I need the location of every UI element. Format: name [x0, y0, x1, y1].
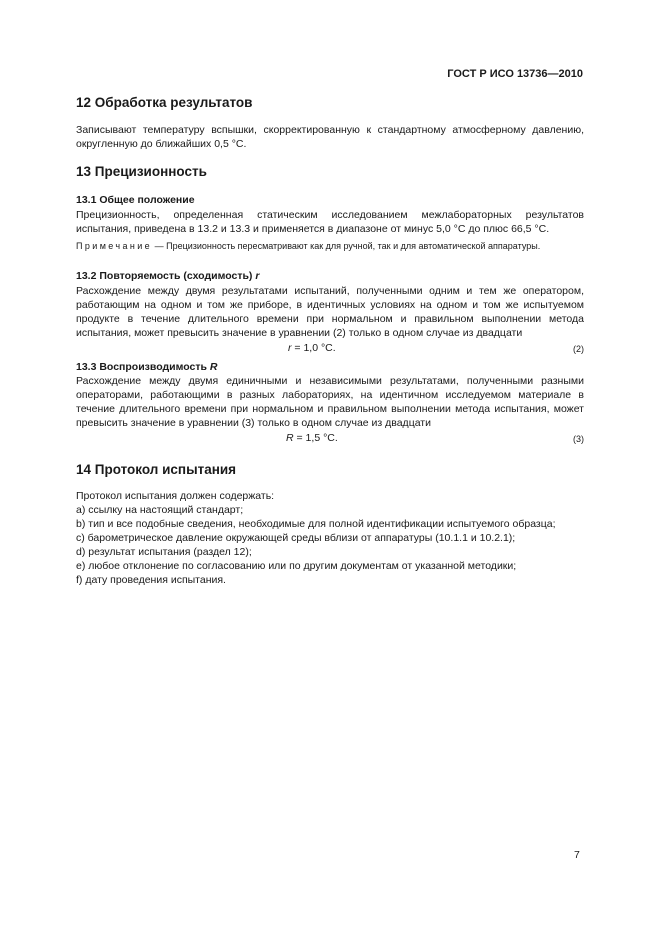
repeatability-symbol: r — [255, 270, 260, 282]
equation-2-expression — [288, 342, 336, 354]
section-14-intro: Протокол испытания должен содержать: — [76, 490, 275, 502]
list-item: a) ссылку на настоящий стандарт; — [76, 504, 244, 516]
list-item: c) барометрическое давление окружающей среды вблизи от аппаратуры (10.1.1 и 10.2.1); — [76, 531, 516, 544]
equation-2-symbol: r — [288, 342, 292, 354]
equation-3-expression — [286, 432, 338, 444]
equation-3 — [76, 432, 584, 446]
section-14-title: 14 Протокол испытания — [76, 462, 237, 477]
section-13-1-title: 13.1 Общее положение — [76, 194, 195, 206]
list-item: d) результат испытания (раздел 12); — [76, 545, 252, 558]
note-text: — Прецизионность пересматривают как для ручной, так и для автоматической аппаратуры. — [152, 241, 541, 251]
section-13-3-text: Расхождение между двумя единичными и независимыми результатами, полученными разными операторами, работающими в разных лабораториях, на идентичном исследуемом материале в течение длительного времени при нормальном и правильном выполнении метода испытания, может превысить значение в уравнении (3) только в одном случае из двадцати — [76, 375, 584, 429]
section-13-3-title-text: 13.3 Воспроизводимость — [76, 361, 210, 373]
standard-designation: ГОСТ Р ИСО 13736—2010 — [447, 68, 583, 80]
section-13-1-text: Прецизионность, определенная статическим исследованием межлабораторных результатов испытания, приведена в 13.2 и 13.3 и применяется в диапазоне от минус 5,0 °С до плюс 66,5 °С. — [76, 209, 584, 235]
reproducibility-symbol: R — [209, 361, 218, 373]
equation-3-number: (3) — [573, 434, 584, 444]
list-item: e) любое отклонение по согласованию или по другим документам от указанной методики; — [76, 559, 517, 572]
list-item: b) тип и все подобные сведения, необходимые для полной идентификации испытуемого образца; — [76, 517, 556, 530]
note — [76, 240, 584, 253]
equation-2 — [76, 342, 584, 356]
section-13-2-title — [76, 270, 259, 282]
equation-2-value: = 1,0 °С. — [291, 342, 336, 354]
equation-3-symbol: R — [286, 432, 294, 444]
list-item: f) дату проведения испытания. — [76, 573, 226, 586]
page-number: 7 — [574, 849, 580, 861]
report-contents-list — [76, 504, 596, 587]
section-13-title: 13 Прецизионность — [76, 164, 207, 179]
section-13-2-title-text: 13.2 Повторяемость (сходимость) — [76, 270, 256, 282]
section-12-title: 12 Обработка результатов — [76, 95, 253, 110]
equation-3-value: = 1,5 °С. — [293, 432, 338, 444]
note-label: Примечание — [76, 241, 153, 251]
section-13-2-text: Расхождение между двумя результатами испытаний, полученными одним и тем же оператором, работающим на одном и том же приборе, в идентичных условиях на одном и том же испытуемом продукте в течение длительного времени при нормальном и правильном выполнении метода испытания, может превысить значение в уравнении (2) только в одном случае из двадцати — [76, 285, 584, 339]
section-12-text — [76, 124, 584, 152]
equation-2-number: (2) — [573, 344, 584, 354]
section-12-text-body: Записывают температуру вспышки, скорректированную к стандартному атмосферному давлению, округленную до ближайших 0,5 °С. — [76, 124, 584, 150]
section-13-3-title — [76, 361, 217, 373]
